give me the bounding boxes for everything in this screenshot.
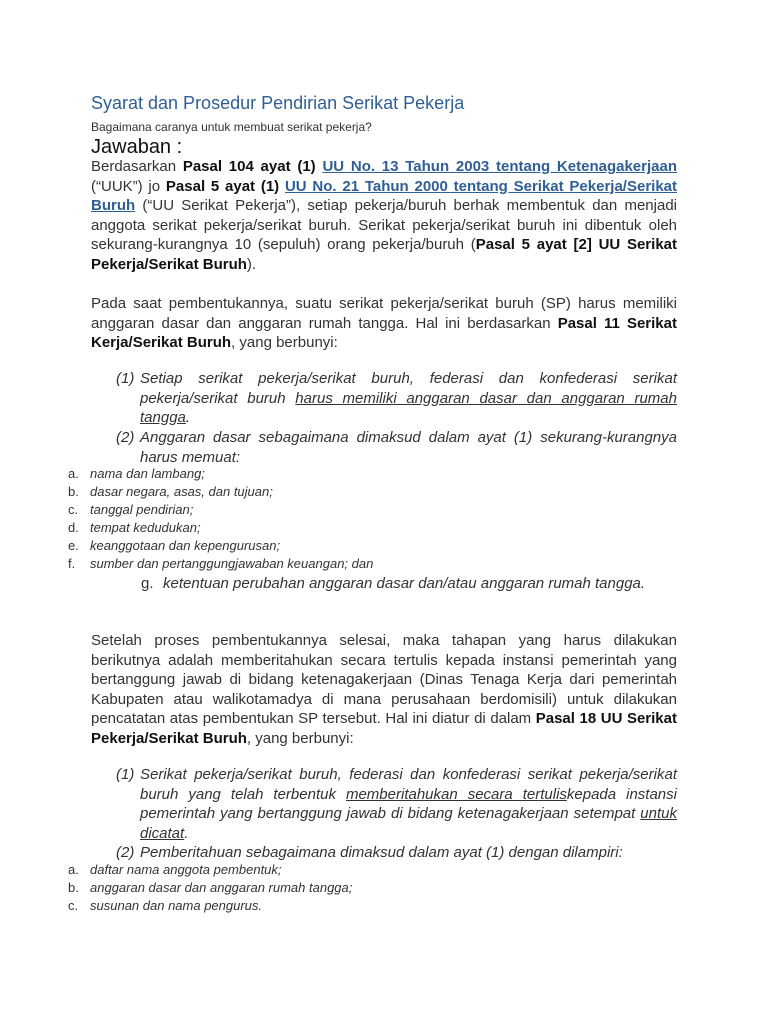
text-run: , yang berbunyi:: [246, 729, 354, 747]
text-run: .: [185, 409, 191, 426]
list-item-g: [141, 574, 677, 594]
list-text: keanggotaan dan kepengurusan;: [90, 538, 281, 553]
list-letter: d.: [68, 520, 79, 535]
item-body: Anggaran dasar sebagaimana dimaksud dalam ayat (1) sekurang-kurangnya harus memuat:: [140, 429, 677, 466]
text-run: Setiap serikat pekerja/serikat buruh, federasi dan konfederasi serikat pekerja/serikat buruh: [140, 370, 677, 407]
list-text: tanggal pendirian;: [90, 502, 194, 517]
text-run: ).: [246, 255, 257, 273]
item-body: [140, 369, 677, 428]
text-run: (“UUK”) jo: [91, 177, 166, 195]
list-text: dasar negara, asas, dan tujuan;: [90, 484, 273, 499]
item-body: Pemberitahuan sebagaimana dimaksud dalam ayat (1) dengan dilampiri:: [140, 844, 623, 861]
bold-reference: Pasal 5 ayat [2] UU Serikat Pekerja/Serikat Buruh: [91, 236, 677, 273]
link-uu-21-2000[interactable]: UU No. 21 Tahun 2000 tentang Serikat Pekerja/Serikat Buruh: [91, 177, 677, 214]
list-item: [68, 465, 205, 483]
article-title: Syarat dan Prosedur Pendirian Serikat Pekerja: [91, 93, 465, 113]
item-number: (2): [116, 429, 135, 446]
text-run: .: [184, 824, 189, 842]
question-text: Bagaimana caranya untuk membuat serikat pekerja?: [91, 120, 372, 134]
paragraph-legal-basis: [91, 157, 677, 274]
list-letter: e.: [68, 538, 79, 553]
list-letter: b.: [68, 484, 79, 499]
item-number: (2): [116, 844, 135, 861]
quote-item-2: [116, 843, 677, 863]
list-item: [68, 501, 193, 519]
list-item: [68, 555, 373, 573]
list-letter: b.: [68, 880, 79, 895]
text-run: kepada instansi pemerintah yang bertanggung jawab di bidang ketenagakerjaan setempat: [140, 785, 677, 822]
underlined-text: untuk dicatat: [140, 805, 677, 842]
bold-reference: Pasal 5 ayat (1): [165, 177, 280, 195]
list-letter: c.: [68, 898, 79, 913]
list-letter: g.: [141, 575, 154, 592]
paragraph-articles-of-association: [91, 294, 677, 353]
quote-item-1: [116, 765, 677, 843]
list-text: sumber dan pertanggungjawaban keuangan; dan: [90, 556, 374, 571]
bold-reference: Pasal 11 Serikat Kerja/Serikat Buruh: [91, 314, 677, 351]
list-item: [68, 483, 273, 501]
list-text: anggaran dasar dan anggaran rumah tangga;: [90, 880, 353, 895]
list-letter: a.: [68, 862, 79, 877]
list-text: susunan dan nama pengurus.: [90, 898, 263, 913]
text-run: (“UU Serikat Pekerja”), setiap pekerja/buruh berhak membentuk dan menjadi anggota serikat pekerja/serikat buruh. Serikat pekerja/serikat buruh ini dibentuk oleh sekurang-kurangnya 10 (sepuluh) orang pekerja/buruh (: [91, 197, 677, 253]
text-run: , yang berbunyi:: [231, 334, 338, 351]
quote-item-1: [116, 369, 677, 428]
text-run: Setelah proses pembentukannya selesai, maka tahapan yang harus dilakukan berikutnya adalah memberitahukan secara tertulis kepada instansi pemerintah yang bertanggung jawab di bidang ketenagakerjaan (Dinas Tenaga Kerja dari pemerintah Kabupaten atau walikotamadya di mana perusahaan berdomisili) untuk dilakukan pencatatan atas pembentukan SP tersebut. Hal ini diatur di dalam: [91, 632, 677, 727]
list-letter: c.: [68, 502, 79, 517]
list-item: [68, 537, 280, 555]
answer-heading: Jawaban :: [91, 136, 183, 158]
list-letter: a.: [68, 466, 79, 481]
bold-reference: Pasal 104 ayat (1): [182, 158, 316, 175]
item-number: (1): [116, 370, 135, 387]
list-text: ketentuan perubahan anggaran dasar dan/atau anggaran rumah tangga.: [163, 575, 646, 592]
list-text: tempat kedudukan;: [90, 520, 201, 535]
link-uu-13-2003[interactable]: UU No. 13 Tahun 2003 tentang Ketenagakerjaan: [322, 158, 677, 175]
item-number: (1): [116, 766, 135, 783]
underlined-text: memberitahukan secara tertulis: [345, 785, 567, 803]
list-item: [68, 897, 262, 915]
bold-reference: Pasal 18 UU Serikat Pekerja/Serikat Buruh: [91, 710, 677, 747]
item-body: [140, 765, 677, 843]
list-item: [68, 861, 282, 879]
underlined-text: harus memiliki anggaran dasar dan anggaran rumah tangga: [140, 389, 677, 426]
list-letter: f.: [68, 556, 76, 571]
paragraph-registration: [91, 631, 677, 748]
list-text: nama dan lambang;: [90, 466, 205, 481]
text-run: Pada saat pembentukannya, suatu serikat pekerja/serikat buruh (SP) harus memiliki anggaran dasar dan anggaran rumah tangga. Hal ini berdasarkan: [91, 295, 677, 332]
list-item: [68, 879, 352, 897]
list-item: [68, 519, 201, 537]
list-text: daftar nama anggota pembentuk;: [90, 862, 282, 877]
text-run: Berdasarkan: [91, 158, 183, 175]
text-run: Serikat pekerja/serikat buruh, federasi dan konfederasi serikat pekerja/serikat buruh yang telah terbentuk: [140, 766, 677, 803]
quote-item-2: [116, 428, 677, 467]
